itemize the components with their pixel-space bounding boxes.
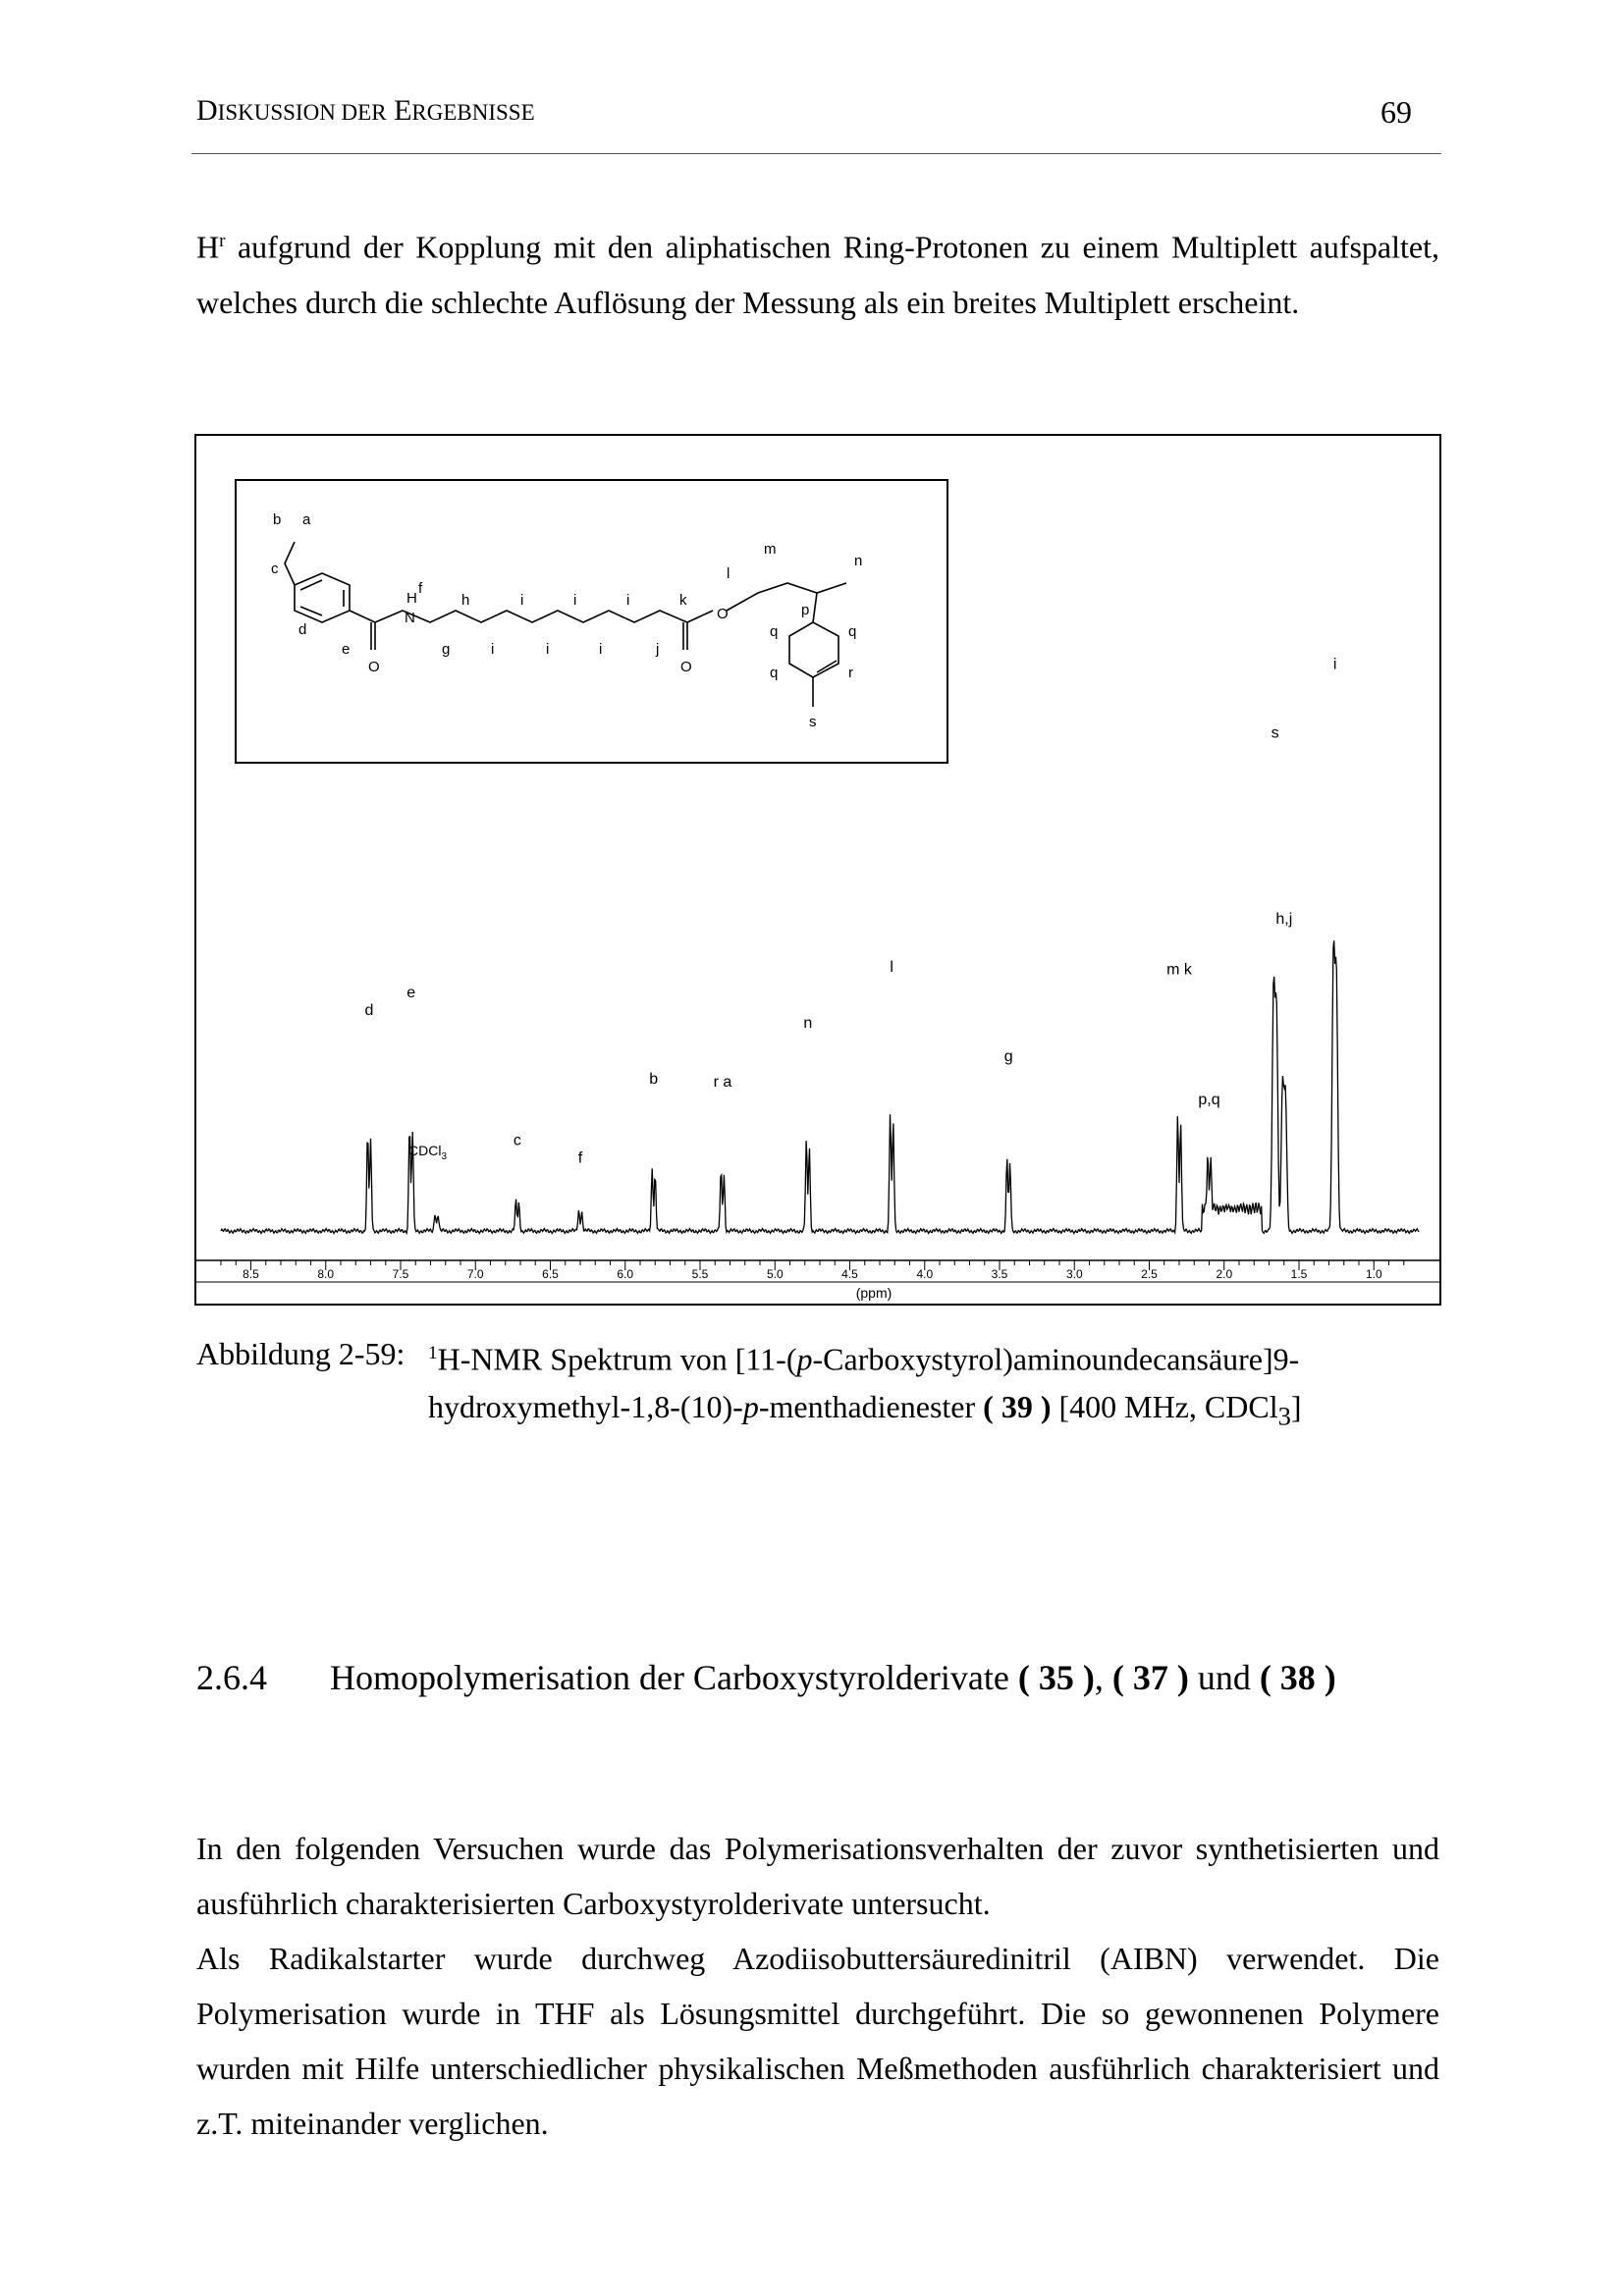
body-paragraph-2: Als Radikalstarter wurde durchweg Azodiisobuttersäuredinitril (AIBN) verwendet. Die Polymerisation wurde in THF als Lösungsmittel durchgeführt. Die so gewonnenen Polymere wurden mit Hilfe unterschiedlicher physikalischen Meßmethoden ausführlich charakterisiert und z.T. miteinander verglichen.: [196, 1941, 1439, 2141]
tick-label: 8.0: [317, 1267, 335, 1281]
svg-text:H: H: [406, 590, 417, 607]
header-rule: [191, 153, 1441, 154]
svg-text:O: O: [717, 606, 729, 622]
peak-label: b: [649, 1071, 659, 1089]
svg-text:i: i: [491, 641, 495, 658]
cdcl3-label: CDCl$_3$: [408, 1143, 448, 1162]
svg-text:i: i: [520, 592, 524, 609]
svg-text:h: h: [461, 592, 470, 609]
tick-label: 7.5: [392, 1267, 409, 1281]
tick-label: 8.5: [243, 1267, 259, 1281]
tick-label: 5.5: [691, 1267, 709, 1281]
peak-label: h,j: [1275, 910, 1293, 928]
peak-label: i: [1332, 656, 1337, 673]
spectrum-line: [221, 940, 1419, 1233]
tick-label: 7.0: [466, 1267, 484, 1281]
tick-label: 5.0: [766, 1267, 784, 1281]
svg-text:c: c: [271, 561, 279, 577]
svg-text:n: n: [854, 553, 863, 569]
tick-label: 6.0: [617, 1267, 634, 1281]
peak-label: m k: [1166, 961, 1192, 979]
spectrum-trace: [221, 940, 1419, 1233]
tick-label: 4.0: [916, 1267, 934, 1281]
ppm-axis: [196, 1260, 1439, 1282]
body-text: [196, 1821, 1439, 2151]
running-header: DISKUSSION DER ERGEBNISSE: [196, 94, 535, 127]
svg-text:O: O: [680, 659, 692, 675]
svg-text:d: d: [298, 621, 307, 638]
svg-text:g: g: [442, 641, 451, 658]
svg-text:r: r: [848, 665, 853, 681]
tick-label: 2.0: [1216, 1267, 1233, 1281]
svg-text:i: i: [599, 641, 603, 658]
intro-paragraph: $H^r$ aufgrund der Kopplung mit den aliphatischen Ring-Protonen zu einem Multiplett aufspaltet, welches durch die schlechte Auflösung der Messung als ein breites Multiplett erscheint.: [196, 229, 1439, 320]
svg-text:N: N: [405, 610, 415, 626]
body-paragraph-1: In den folgenden Versuchen wurde das Polymerisationsverhalten der zuvor synthetisierten und ausführlich charakterisierten Carboxystyrolderivate untersucht.: [196, 1831, 1439, 1921]
svg-text:i: i: [546, 641, 550, 658]
peak-label: d: [364, 1002, 374, 1020]
svg-text:k: k: [679, 592, 687, 609]
svg-text:q: q: [770, 665, 779, 681]
peak-labels: [365, 657, 1337, 1167]
peak-label: s: [1271, 724, 1279, 742]
svg-text:l: l: [727, 565, 730, 582]
peak-label: l: [890, 959, 893, 977]
svg-text:q: q: [770, 623, 779, 640]
tick-label: 3.0: [1065, 1267, 1083, 1281]
x-axis-label: (ppm): [855, 1285, 893, 1301]
peak-label: p,q: [1198, 1091, 1220, 1108]
svg-text:i: i: [626, 592, 630, 609]
figure-caption: Abbildung 2-59: $^1$H-NMR Spektrum von [11-(p-Carboxystyrol)aminoundecansäure]9-hydroxymethyl-1,8-(10)-p-menthadienester ( 39 ) [400 MHz, CDCl$_3$]: [196, 1336, 1302, 1431]
peak-label: f: [577, 1149, 583, 1167]
peak-label: r a: [713, 1073, 732, 1091]
svg-text:p: p: [801, 602, 810, 618]
peak-label: e: [406, 985, 416, 1001]
svg-text:j: j: [656, 641, 660, 658]
svg-text:m: m: [764, 541, 777, 558]
tick-label: 6.5: [542, 1267, 559, 1281]
svg-text:O: O: [368, 659, 380, 675]
svg-text:f: f: [418, 580, 423, 597]
nmr-spectrum: [196, 436, 1439, 1304]
svg-text:e: e: [342, 641, 351, 658]
structure-inset: [236, 480, 947, 763]
peak-label: n: [803, 1015, 813, 1033]
page-number: 69: [1380, 94, 1412, 130]
tick-label: 4.5: [841, 1267, 858, 1281]
svg-text:s: s: [809, 714, 817, 730]
svg-text:q: q: [848, 623, 857, 640]
tick-label: 1.0: [1365, 1267, 1382, 1281]
svg-text:i: i: [573, 592, 577, 609]
peak-label: c: [513, 1132, 521, 1149]
tick-label: 1.5: [1290, 1267, 1308, 1281]
svg-text:b: b: [273, 511, 282, 528]
tick-label: 2.5: [1141, 1267, 1158, 1281]
svg-text:a: a: [302, 511, 311, 528]
peak-label: g: [1003, 1047, 1013, 1065]
tick-label: 3.5: [991, 1267, 1008, 1281]
nmr-figure: [194, 434, 1441, 1306]
section-heading: 2.6.4 Homopolymerisation der Carboxystyrolderivate ( 35 ), ( 37 ) und ( 38 ): [196, 1658, 1336, 1697]
